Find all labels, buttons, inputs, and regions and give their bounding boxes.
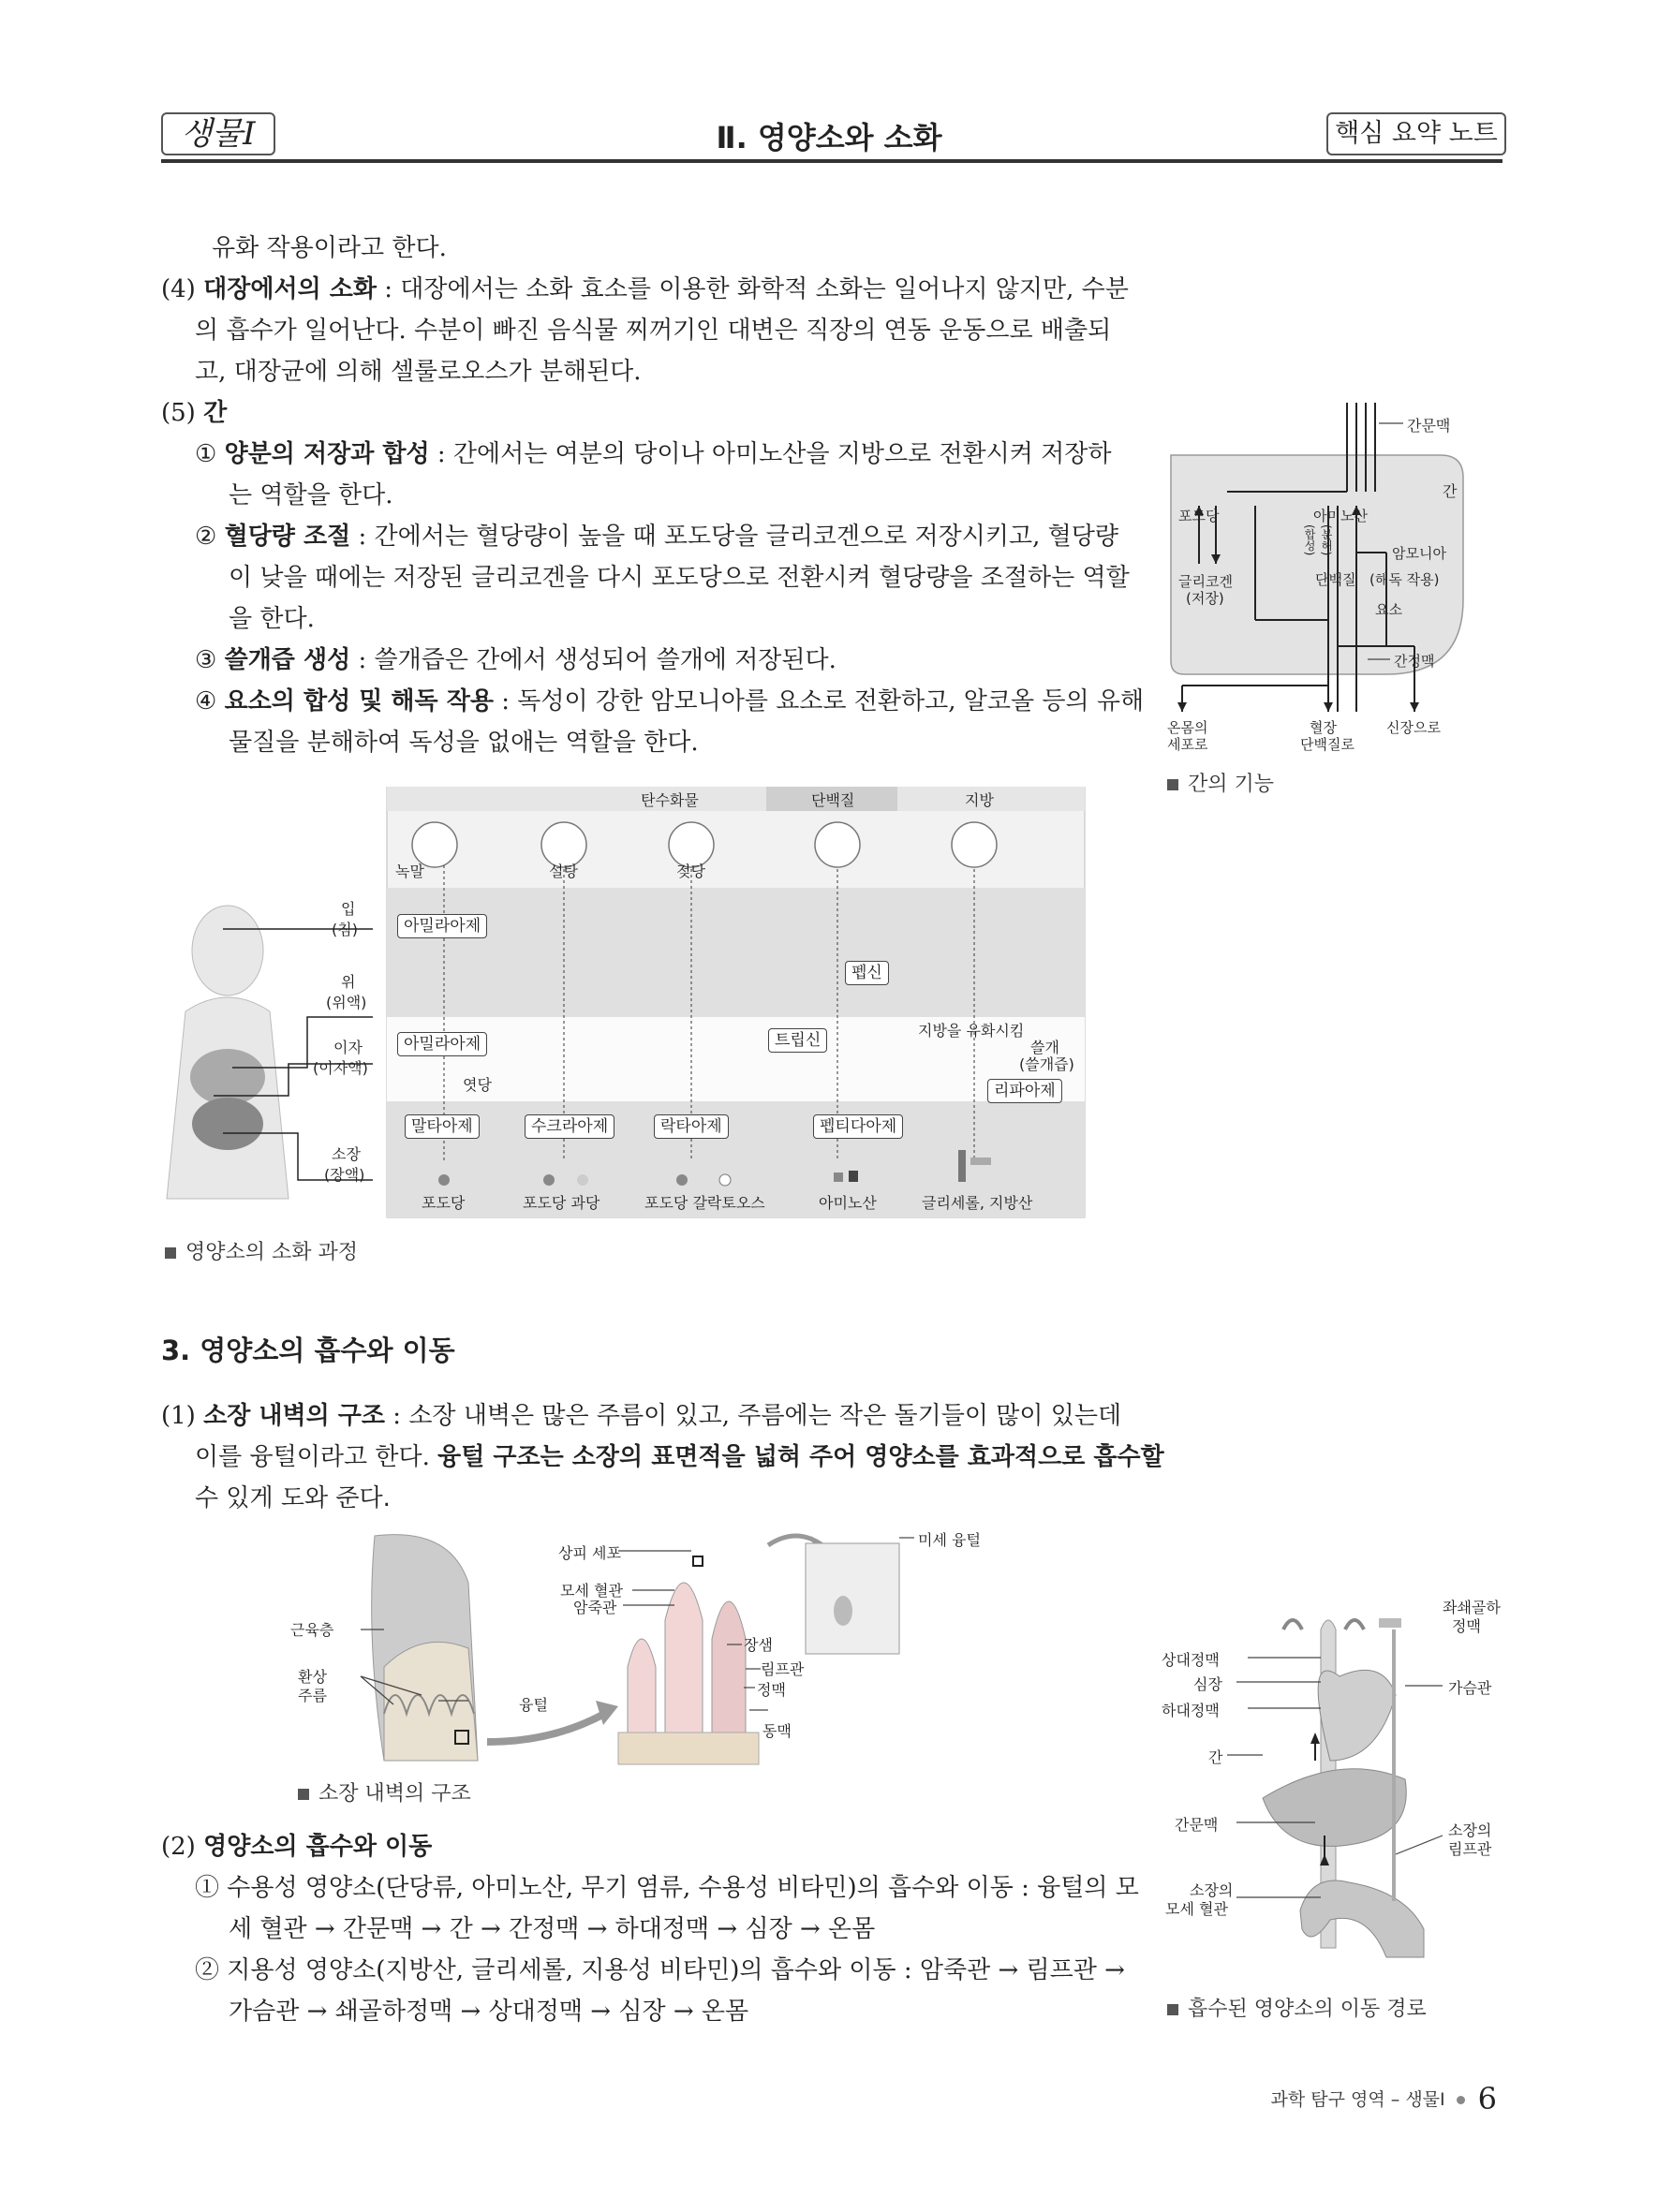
column-header: 단백질 xyxy=(811,791,855,809)
label: 융털 xyxy=(519,1696,548,1714)
paragraph-4 xyxy=(161,269,1129,310)
label: 녹말 xyxy=(395,863,424,880)
label: 가슴관 xyxy=(1448,1679,1492,1697)
product-label: 아미노산 xyxy=(819,1194,877,1212)
label: 상피 세포 xyxy=(558,1544,621,1562)
label: 암모니아 xyxy=(1392,545,1446,562)
label: 상대정맥 xyxy=(1162,1651,1220,1669)
text-line: 지용성 영양소(지방산, 글리세롤, 지용성 비타민)의 흡수와 이동 : 암죽관 → 림프관 → xyxy=(227,1956,1125,1984)
label: 정맥 xyxy=(757,1681,786,1699)
enzyme-tag: 아밀라아제 xyxy=(397,914,487,938)
label: 미세 융털 xyxy=(918,1531,981,1549)
label: 소장의 xyxy=(1190,1881,1234,1899)
caption xyxy=(1167,1993,1427,2022)
label: 간 xyxy=(1443,482,1458,500)
label: 젖당 xyxy=(676,863,705,880)
page-number: 6 xyxy=(1477,2081,1497,2116)
organ-label: (침) xyxy=(332,921,358,938)
liver-function-figure xyxy=(1162,403,1480,787)
text-line: 수 있게 도와 준다. xyxy=(195,1484,391,1512)
label: 정맥 xyxy=(1452,1617,1481,1635)
enzyme-tag: 락타아제 xyxy=(654,1114,729,1139)
text-line xyxy=(195,1437,1164,1478)
item-num: ④ xyxy=(195,687,217,715)
label: 모세 혈관 xyxy=(1165,1900,1228,1918)
enzyme-tag: 펩신 xyxy=(845,961,889,985)
text-line: 세 혈관 → 간문맥 → 간 → 간정맥 → 하대정맥 → 심장 → 온몸 xyxy=(229,1915,876,1943)
label: 근육층 xyxy=(290,1621,334,1639)
caption-text: 흡수된 영양소의 이동 경로 xyxy=(1188,1998,1427,2021)
label: (합성) xyxy=(1303,524,1316,556)
para-title: 영양소의 흡수와 이동 xyxy=(203,1833,433,1861)
para-num: (1) xyxy=(161,1402,196,1430)
caption-text: 소장 내벽의 구조 xyxy=(318,1782,471,1806)
subject-label: 생물Ⅰ xyxy=(161,112,275,155)
para-num: (2) xyxy=(161,1833,196,1861)
item-2 xyxy=(195,1950,1125,1991)
text-line: : 독성이 강한 암모니아를 요소로 전환하고, 알코올 등의 유해 xyxy=(493,687,1145,715)
label: 엿당 xyxy=(463,1076,492,1094)
label: 설탕 xyxy=(549,863,578,880)
paragraph-1 xyxy=(161,1395,1121,1437)
villi-diagram xyxy=(281,1526,1012,1770)
label: 간문맥 xyxy=(1175,1816,1219,1834)
label: 단백질 xyxy=(1315,571,1356,588)
text-line: 는 역할을 한다. xyxy=(229,481,393,509)
enzyme-tag: 리파아제 xyxy=(987,1079,1062,1103)
label: 쓸개 xyxy=(1030,1039,1059,1056)
item-1 xyxy=(195,434,1112,475)
item-title: 혈당량 조절 xyxy=(224,523,351,551)
text-line: 수용성 영양소(단당류, 아미노산, 무기 염류, 수용성 비타민)의 흡수와 이동 : 융털의 모 xyxy=(227,1874,1139,1902)
para-title: 대장에서의 소화 xyxy=(203,275,377,303)
footer xyxy=(1271,2081,1497,2116)
item-title: 요소의 합성 및 해독 작용 xyxy=(224,687,494,715)
label: 간문맥 xyxy=(1407,417,1451,435)
text-line: 을 한다. xyxy=(229,605,315,633)
bullet-square xyxy=(165,1247,176,1259)
digestion-figure xyxy=(157,787,1094,1227)
label: (쓸개즙) xyxy=(1019,1055,1074,1073)
organ-label: (위액) xyxy=(326,994,367,1011)
label: 온몸의 xyxy=(1167,719,1208,736)
text-line: : 간에서는 혈당량이 높을 때 포도당을 글리코겐으로 저장시키고, 혈당량 xyxy=(350,523,1118,551)
label: 혈장 xyxy=(1310,719,1337,736)
label: 글리코겐 xyxy=(1178,573,1233,590)
label: 간 xyxy=(1208,1748,1223,1766)
label: 모세 혈관 xyxy=(560,1582,623,1600)
label: 소장의 xyxy=(1448,1821,1492,1839)
bullet-square xyxy=(298,1789,309,1800)
header-rule xyxy=(161,159,1503,163)
caption-text: 간의 기능 xyxy=(1188,773,1275,796)
column-header: 탄수화물 xyxy=(641,791,699,809)
text-line: : 대장에서는 소화 효소를 이용한 화학적 소화는 일어나지 않지만, 수분 xyxy=(376,275,1129,303)
footer-label: 과학 탐구 영역 – 생물Ⅰ xyxy=(1270,2089,1445,2110)
paragraph-5 xyxy=(161,392,227,434)
enzyme-tag: 아밀라아제 xyxy=(397,1032,487,1056)
label: 림프관 xyxy=(761,1660,805,1678)
item-title: 쓸개즙 생성 xyxy=(224,646,351,674)
para-num: (4) xyxy=(161,275,196,303)
enzyme-tag: 트립신 xyxy=(768,1028,827,1053)
caption xyxy=(165,1236,358,1265)
absorption-route-figure xyxy=(1162,1592,1499,1976)
organ-label: (이자액) xyxy=(313,1059,368,1077)
label: (저장) xyxy=(1186,590,1224,607)
text-line: 의 흡수가 일어난다. 수분이 빠진 음식물 찌꺼기인 대변은 직장의 연동 운동으로 배출되 xyxy=(195,317,1112,345)
label: 지방을 유화시킴 xyxy=(918,1022,1025,1040)
label: 장샘 xyxy=(744,1636,773,1654)
item-num: ② xyxy=(195,1956,220,1984)
caption xyxy=(298,1777,471,1806)
product-label: 글리세롤, 지방산 xyxy=(922,1194,1033,1212)
enzyme-tag: 말타아제 xyxy=(405,1114,480,1139)
organ-label: 소장 xyxy=(332,1145,361,1163)
label: 심장 xyxy=(1193,1675,1222,1693)
label: (해독 작용) xyxy=(1369,571,1440,588)
villi-figure xyxy=(281,1526,1012,1770)
item-4 xyxy=(195,681,1144,722)
caption xyxy=(1167,768,1274,797)
label: 세포로 xyxy=(1167,736,1208,753)
text-span-bold: 융털 구조는 소장의 표면적을 넓혀 주어 영양소를 효과적으로 흡수할 xyxy=(437,1443,1164,1471)
item-1 xyxy=(195,1867,1139,1909)
organ-label: 이자 xyxy=(333,1039,363,1056)
label: 주름 xyxy=(298,1687,327,1704)
product-label: 포도당 xyxy=(422,1194,466,1212)
text-line: : 간에서는 여분의 당이나 아미노산을 지방으로 전환시켜 저장하 xyxy=(429,440,1112,468)
label: 동맥 xyxy=(762,1722,792,1740)
text-line: 물질을 분해하여 독성을 없애는 역할을 한다. xyxy=(229,729,699,757)
item-3 xyxy=(195,640,836,681)
product-label: 포도당 과당 xyxy=(523,1194,600,1212)
label: 하대정맥 xyxy=(1162,1702,1220,1719)
item-num: ③ xyxy=(195,646,217,674)
enzyme-tag: 수크라아제 xyxy=(525,1114,614,1139)
item-num: ② xyxy=(195,523,217,551)
chapter-title: Ⅱ. 영양소와 소화 xyxy=(716,120,942,155)
organ-label: 입 xyxy=(341,900,356,918)
product-label: 포도당 갈락토오스 xyxy=(644,1194,765,1212)
item-num: ① xyxy=(195,440,217,468)
bullet-square xyxy=(1167,2004,1178,2015)
text-line: : 소장 내벽은 많은 주름이 있고, 주름에는 작은 돌기들이 많이 있는데 xyxy=(385,1402,1122,1430)
para-num: (5) xyxy=(161,399,196,427)
section-title: 3. 영양소의 흡수와 이동 xyxy=(161,1335,455,1366)
item-title: 양분의 저장과 합성 xyxy=(224,440,430,468)
caption-text: 영양소의 소화 과정 xyxy=(185,1241,359,1264)
item-2 xyxy=(195,516,1118,557)
text-line: 가슴관 → 쇄골하정맥 → 상대정맥 → 심장 → 온몸 xyxy=(229,1998,749,2026)
text-span: 이를 융털이라고 한다. xyxy=(195,1443,438,1471)
label: 신장으로 xyxy=(1386,719,1441,736)
text-line: : 쓸개즙은 간에서 생성되어 쓸개에 저장된다. xyxy=(350,646,836,674)
paragraph-2 xyxy=(161,1826,432,1867)
bullet-square xyxy=(1167,779,1178,790)
text-line: 유화 작용이라고 한다. xyxy=(212,234,447,262)
text-line: 고, 대장균에 의해 셀룰로오스가 분해된다. xyxy=(195,358,642,386)
label: 단백질로 xyxy=(1300,736,1355,753)
label: 암죽관 xyxy=(573,1599,617,1616)
digestion-diagram xyxy=(157,787,1094,1227)
text-line: 이 낮을 때에는 저장된 글리코겐을 다시 포도당으로 전환시켜 혈당량을 조절하는 역할 xyxy=(229,564,1130,592)
label: 림프관 xyxy=(1448,1840,1492,1858)
footer-dot xyxy=(1457,2096,1465,2104)
label: 좌쇄골하 xyxy=(1443,1599,1501,1616)
label: 아미노산 xyxy=(1313,508,1368,524)
column-header: 지방 xyxy=(965,791,994,809)
label: 환상 xyxy=(298,1668,327,1686)
para-title: 소장 내벽의 구조 xyxy=(203,1402,386,1430)
item-num: ① xyxy=(195,1874,220,1902)
label: (분해) xyxy=(1320,524,1333,556)
label: 간정맥 xyxy=(1394,653,1435,670)
label: 포도당 xyxy=(1178,508,1220,524)
organ-label: (장액) xyxy=(324,1166,365,1184)
label: 요소 xyxy=(1375,601,1402,618)
enzyme-tag: 펩티다아제 xyxy=(813,1114,903,1139)
organ-label: 위 xyxy=(341,973,356,991)
para-title: 간 xyxy=(203,399,228,427)
note-label: 핵심 요약 노트 xyxy=(1326,112,1506,155)
